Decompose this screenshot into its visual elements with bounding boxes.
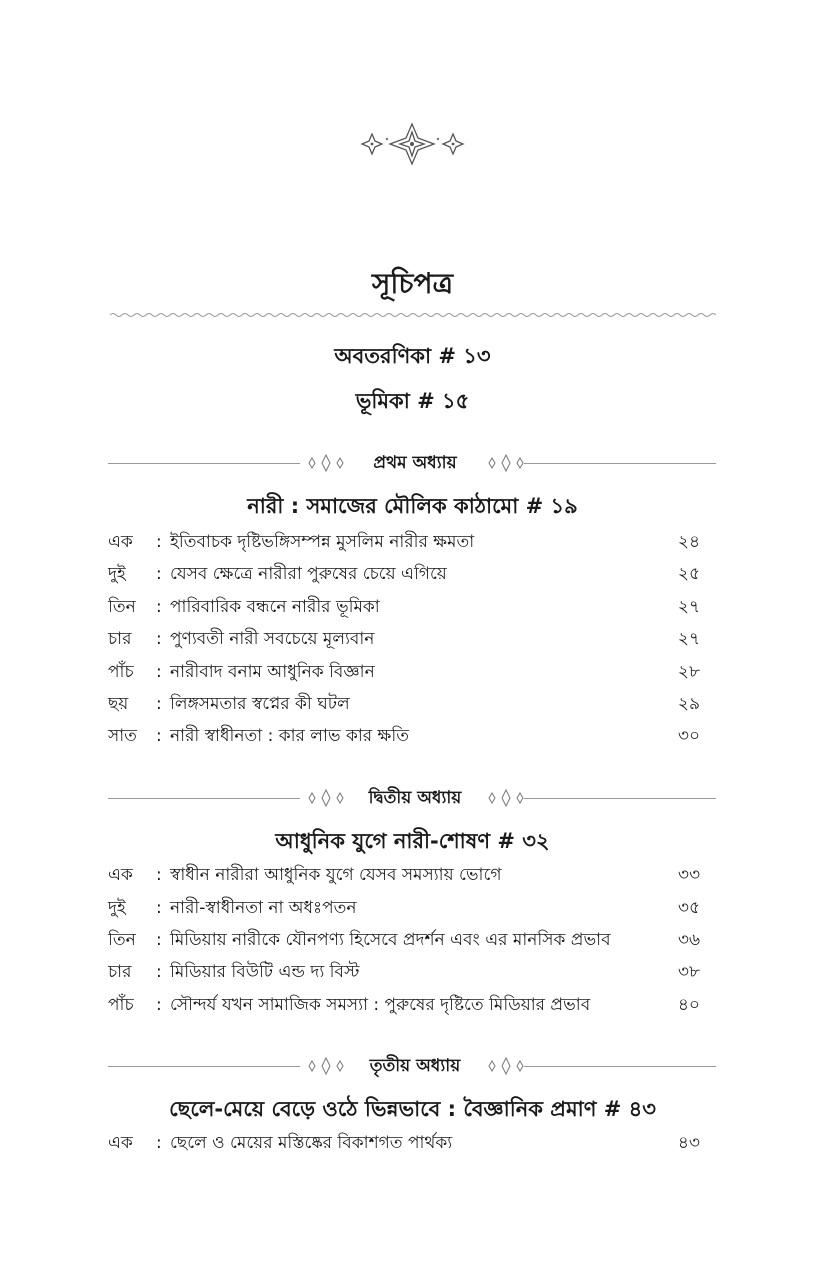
toc-row[interactable] [108, 527, 700, 557]
section-title: সৌন্দর্য যখন সামাজিক সমস্যা : পুরুষের দৃষ্টিতে মিডিয়ার প্রভাব [170, 995, 591, 1015]
toc-row[interactable] [108, 559, 700, 589]
chapter-divider [108, 784, 716, 812]
chapter-title[interactable]: আধুনিক যুগে নারী-শোষণ # ৩২ [275, 829, 550, 853]
toc-front-entry-preface[interactable]: অবতরণিকা # ১৩ [334, 344, 491, 368]
section-title: লিঙ্গসমতার স্বপ্নের কী ঘটল [170, 694, 350, 714]
page-number: ৩৬ [677, 930, 700, 950]
separator-colon: : [156, 726, 162, 746]
toc-row[interactable] [108, 592, 700, 622]
chapter-divider [108, 449, 716, 477]
toc-row[interactable] [108, 860, 700, 890]
section-title: যেসব ক্ষেত্রে নারীরা পুরুষের চেয়ে এগিয়ে [170, 564, 447, 584]
section-title: নারীবাদ বনাম আধুনিক বিজ্ঞান [170, 662, 375, 682]
separator-colon: : [156, 662, 162, 682]
section-title: পারিবারিক বন্ধনে নারীর ভূমিকা [170, 597, 380, 617]
section-number: এক [108, 532, 133, 552]
section-number: এক [108, 865, 133, 885]
page-number: ৩৮ [677, 962, 700, 982]
separator-colon: : [156, 930, 162, 950]
separator-colon: : [156, 694, 162, 714]
separator-colon: : [156, 865, 162, 885]
toc-front-entry-introduction[interactable]: ভূমিকা # ১৫ [355, 389, 470, 413]
toc-row[interactable] [108, 624, 700, 654]
separator-colon: : [156, 629, 162, 649]
toc-row[interactable] [108, 1128, 700, 1158]
toc-row[interactable] [108, 957, 700, 987]
section-title: ছেলে ও মেয়ের মস্তিষ্কের বিকাশগত পার্থক্য [170, 1133, 453, 1153]
separator-colon: : [156, 995, 162, 1015]
page-title: সূচিপত্র [371, 267, 454, 300]
section-number: তিন [108, 930, 136, 950]
section-title: পুণ্যবতী নারী সবচেয়ে মূল্যবান [170, 629, 375, 649]
diamond-ornament-icon [304, 1057, 348, 1075]
chapter-label: দ্বিতীয় অধ্যায় [368, 788, 462, 808]
section-title: নারী স্বাধীনতা : কার লাভ কার ক্ষতি [170, 726, 409, 746]
section-title: নারী-স্বাধীনতা না অধঃপতন [170, 898, 357, 918]
toc-row[interactable] [108, 893, 700, 923]
wavy-divider [110, 310, 716, 320]
sparkle-ornament-icon [360, 120, 465, 168]
section-number: সাত [108, 726, 137, 746]
page-number: ২৭ [677, 629, 700, 649]
diamond-ornament-icon [484, 1057, 528, 1075]
page-number: ২৭ [677, 597, 700, 617]
chapter-title[interactable]: ছেলে-মেয়ে বেড়ে ওঠে ভিন্নভাবে : বৈজ্ঞানিক প্রমাণ # ৪৩ [169, 1097, 656, 1121]
section-title: মিডিয়ায় নারীকে যৌনপণ্য হিসেবে প্রদর্শন এবং এর মানসিক প্রভাব [170, 930, 611, 950]
section-title: মিডিয়ার বিউটি এন্ড দ্য বিস্ট [170, 962, 360, 982]
diamond-ornament-icon [484, 454, 528, 472]
toc-row[interactable] [108, 657, 700, 687]
section-number: পাঁচ [108, 662, 134, 682]
toc-row[interactable] [108, 721, 700, 751]
section-title: ইতিবাচক দৃষ্টিভঙ্গিসম্পন্ন মুসলিম নারীর ক্ষমতা [170, 532, 475, 552]
page-number: ৩৩ [677, 865, 700, 885]
diamond-ornament-icon [304, 789, 348, 807]
diamond-ornament-icon [484, 789, 528, 807]
chapter-label: প্রথম অধ্যায় [373, 453, 457, 473]
section-number: দুই [108, 898, 126, 918]
separator-colon: : [156, 962, 162, 982]
section-number: চার [108, 962, 132, 982]
diamond-ornament-icon [304, 454, 348, 472]
toc-row[interactable] [108, 925, 700, 955]
page-number: ৪০ [677, 995, 700, 1015]
section-number: তিন [108, 597, 136, 617]
separator-colon: : [156, 1133, 162, 1153]
section-title: স্বাধীন নারীরা আধুনিক যুগে যেসব সমস্যায় ভোগে [170, 865, 502, 885]
page-number: ২৯ [677, 694, 700, 714]
chapter-title[interactable]: নারী : সমাজের মৌলিক কাঠামো # ১৯ [247, 494, 578, 518]
separator-colon: : [156, 532, 162, 552]
page-number: ২৮ [677, 662, 700, 682]
page-number: ৪৩ [677, 1133, 700, 1153]
separator-colon: : [156, 597, 162, 617]
toc-row[interactable] [108, 689, 700, 719]
section-number: দুই [108, 564, 126, 584]
section-number: এক [108, 1133, 133, 1153]
page-number: ২৫ [677, 564, 700, 584]
section-number: পাঁচ [108, 995, 134, 1015]
chapter-divider [108, 1052, 716, 1080]
separator-colon: : [156, 898, 162, 918]
page-number: ৩০ [677, 726, 700, 746]
separator-colon: : [156, 564, 162, 584]
section-number: চার [108, 629, 132, 649]
chapter-label: তৃতীয় অধ্যায় [369, 1056, 461, 1076]
page-number: ২৪ [677, 532, 700, 552]
toc-row[interactable] [108, 990, 700, 1020]
section-number: ছয় [108, 694, 129, 714]
page-number: ৩৫ [677, 898, 700, 918]
